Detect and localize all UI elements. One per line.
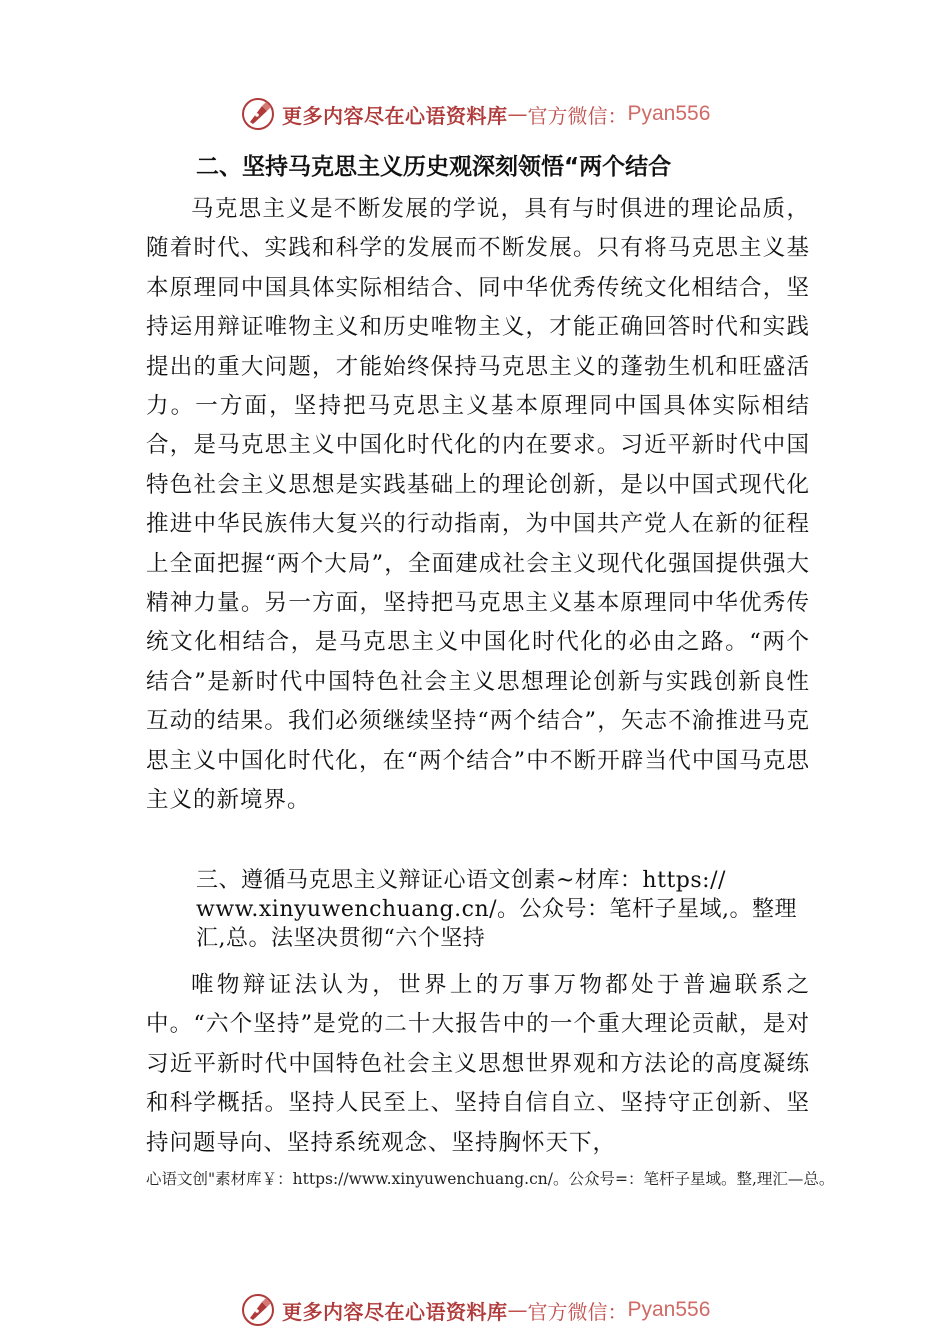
banner-text: 更多内容尽在心语资料库 [282,103,508,128]
header-banner [240,94,760,134]
section-heading: 二、坚持马克思主义历史观深刻领悟“两个结合 [196,154,672,180]
pen-nib-logo-icon [240,1292,276,1328]
banner-wechat-id: Pyan556 [627,102,711,125]
body-paragraph-2: 唯物辩证法认为，世界上的万事万物都处于普遍联系之中。“六个坚持”是党的二十大报告中的一个重大理论贡献，是对习近平新时代中国特色社会主义思想世界观和方法论的高度凝练和科学概括。坚持人民至上、坚持自信自立、坚持守正创新、坚持问题导向、坚持系统观念、坚持胸怀天下， [146,972,810,1156]
banner-wechat-id: Pyan556 [627,1298,711,1321]
banner-text: 更多内容尽在心语资料库 [282,1299,508,1324]
banner-wechat-label: 官方微信： [527,1299,628,1324]
section-3-heading [196,866,816,953]
section-3-line-1: 三、遵循马克思主义辩证心语文创素~材库：https:// [196,868,726,893]
banner-separator: — [507,1298,528,1322]
section-3-line-2: www.xinyuwenchuang.cn/。公众号：笔杆子星域,。整理 [196,897,798,922]
footer-note: 心语文创"素材库￥：https://www.xinyuwenchuang.cn/。公众号=：笔杆子星域。整,理汇—总。 [146,1170,835,1188]
body-paragraph-1: 马克思主义是不断发展的学说，具有与时俱进的理论品质，随着时代、实践和科学的发展而不断发展。只有将马克思主义基本原理同中国具体实际相结合、同中华优秀传统文化相结合，坚持运用辩证唯物主义和历史唯物主义，才能正确回答时代和实践提出的重大问题，才能始终保持马克思主义的蓬勃生机和旺盛活力。一方面，坚持把马克思主义基本原理同中国具体实际相结合，是马克思主义中国化时代化的内在要求。习近平新时代中国特色社会主义思想是实践基础上的理论创新，是以中国式现代化推进中华民族伟大复兴的行动指南，为中国共产党人在新的征程上全面把握“两个大局”，全面建成社会主义现代化强国提供强大精神力量。另一方面，坚持把马克思主义基本原理同中华优秀传统文化相结合，是马克思主义中国化时代化的必由之路。“两个结合”是新时代中国特色社会主义思想理论创新与实践创新良性互动的结果。我们必须继续坚持“两个结合”，矢志不渝推进马克思主义中国化时代化，在“两个结合”中不断开辟当代中国马克思主义的新境界。 [146,196,810,814]
pen-nib-logo-icon [240,96,276,132]
banner-separator: — [507,102,528,126]
section-3-line-3: 汇,总。法坚决贯彻“六个坚持 [196,926,486,951]
footer-banner [240,1290,760,1330]
banner-wechat-label: 官方微信： [527,103,628,128]
